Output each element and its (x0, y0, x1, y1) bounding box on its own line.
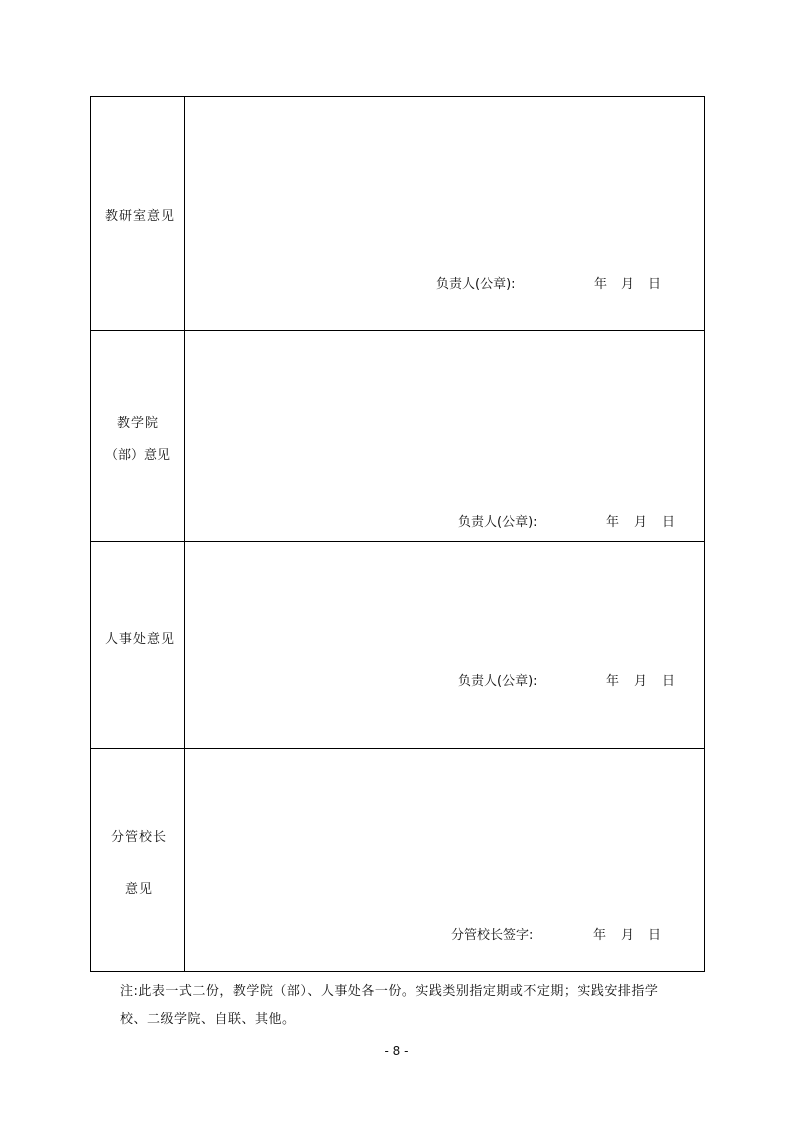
day-label: 日 (662, 674, 676, 689)
approval-form-table (90, 96, 705, 972)
signer-label: 分管校长签字: (451, 928, 534, 943)
row-label-vice-principal-line2: 意见 (125, 882, 154, 897)
row-label-college-line2: （部）意见 (105, 448, 171, 463)
year-label: 年 (594, 277, 608, 292)
day-label: 日 (648, 277, 662, 292)
year-label: 年 (593, 928, 607, 943)
day-label: 日 (648, 928, 662, 943)
row-label-vice-principal-line1: 分管校长 (111, 830, 168, 845)
year-label: 年 (606, 674, 620, 689)
signer-label: 负责人(公章): (458, 674, 538, 689)
month-label: 月 (621, 928, 635, 943)
row-divider (91, 748, 704, 749)
month-label: 月 (634, 674, 648, 689)
day-label: 日 (662, 515, 676, 530)
signer-label: 负责人(公章): (436, 277, 516, 292)
year-label: 年 (606, 515, 620, 530)
column-divider (184, 97, 185, 971)
row-divider (91, 541, 704, 542)
month-label: 月 (621, 277, 635, 292)
page-number: - 8 - (384, 1044, 409, 1058)
signer-label: 负责人(公章): (458, 515, 538, 530)
row-label-hr-office: 人事处意见 (105, 632, 176, 647)
row-divider (91, 330, 704, 331)
month-label: 月 (634, 515, 648, 530)
form-note: 注:此表一式二份，教学院（部）、人事处各一份。实践类别指定期或不定期；实践安排指学校、二级学院、自联、其他。 (120, 984, 659, 1027)
row-label-teaching-office: 教研室意见 (105, 209, 176, 224)
row-label-college-line1: 教学院 (117, 416, 160, 431)
